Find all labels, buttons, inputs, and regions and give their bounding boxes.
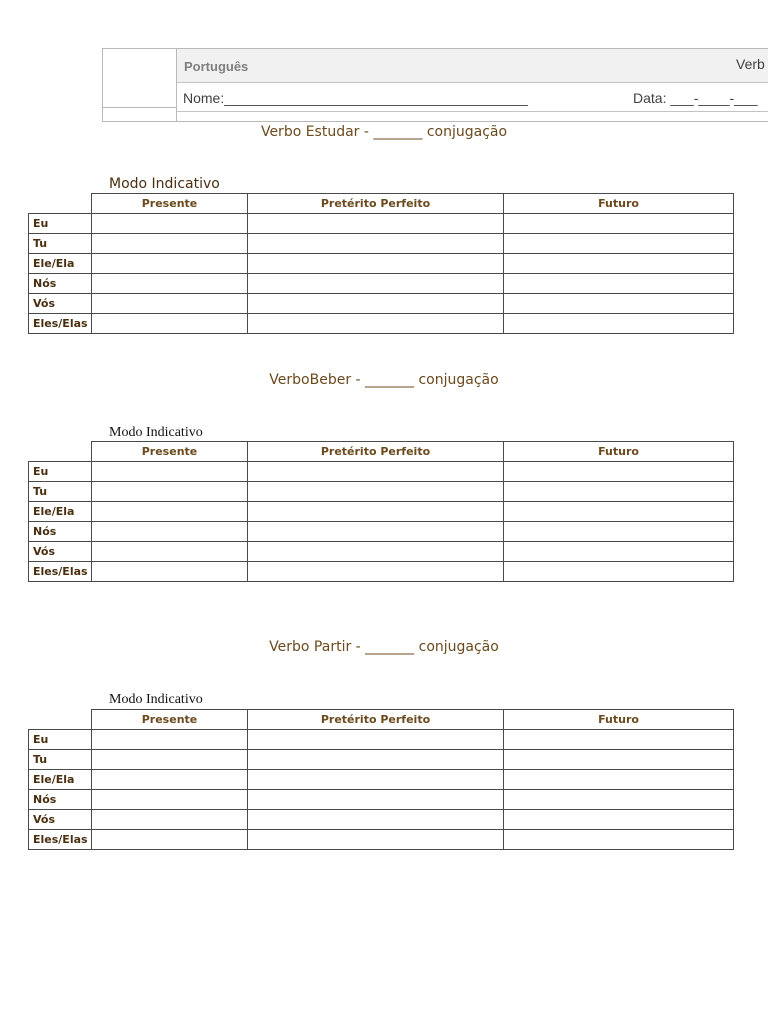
answer-cell[interactable] bbox=[248, 730, 504, 750]
date-field[interactable]: Data: ___-____-___ bbox=[633, 90, 758, 106]
table-row bbox=[29, 790, 734, 810]
answer-cell[interactable] bbox=[504, 542, 734, 562]
mode-label: Modo Indicativo bbox=[109, 176, 220, 192]
table-header-row bbox=[29, 442, 734, 462]
table-row bbox=[29, 502, 734, 522]
answer-cell[interactable] bbox=[504, 314, 734, 334]
column-header: Futuro bbox=[504, 194, 734, 214]
answer-cell[interactable] bbox=[504, 502, 734, 522]
table-row bbox=[29, 462, 734, 482]
pronoun-label: Nós bbox=[29, 274, 92, 294]
pronoun-label: Vós bbox=[29, 294, 92, 314]
answer-cell[interactable] bbox=[92, 770, 248, 790]
table-row bbox=[29, 214, 734, 234]
answer-cell[interactable] bbox=[248, 234, 504, 254]
corner-cell bbox=[29, 442, 92, 462]
pronoun-label: Eu bbox=[29, 462, 92, 482]
answer-cell[interactable] bbox=[92, 462, 248, 482]
table-row bbox=[29, 314, 734, 334]
answer-cell[interactable] bbox=[248, 482, 504, 502]
pronoun-label: Vós bbox=[29, 810, 92, 830]
table-row bbox=[29, 730, 734, 750]
table-row bbox=[29, 254, 734, 274]
conjugation-table bbox=[28, 441, 734, 582]
answer-cell[interactable] bbox=[92, 254, 248, 274]
column-header: Presente bbox=[92, 442, 248, 462]
answer-cell[interactable] bbox=[92, 730, 248, 750]
pronoun-label: Tu bbox=[29, 482, 92, 502]
verb-title: VerboBeber - _______ conjugação bbox=[269, 372, 499, 388]
answer-cell[interactable] bbox=[504, 482, 734, 502]
answer-cell[interactable] bbox=[248, 274, 504, 294]
answer-cell[interactable] bbox=[248, 522, 504, 542]
column-header: Pretérito Perfeito bbox=[248, 194, 504, 214]
table-row bbox=[29, 810, 734, 830]
answer-cell[interactable] bbox=[504, 274, 734, 294]
topic-label: Verb bbox=[736, 56, 765, 72]
answer-cell[interactable] bbox=[92, 790, 248, 810]
answer-cell[interactable] bbox=[504, 462, 734, 482]
pronoun-label: Tu bbox=[29, 234, 92, 254]
answer-cell[interactable] bbox=[92, 750, 248, 770]
verb-title: Verbo Partir - _______ conjugação bbox=[269, 639, 499, 655]
table-row bbox=[29, 522, 734, 542]
answer-cell[interactable] bbox=[504, 730, 734, 750]
pronoun-label: Eles/Elas bbox=[29, 830, 92, 850]
table-row bbox=[29, 542, 734, 562]
mode-label: Modo Indicativo bbox=[109, 425, 203, 440]
answer-cell[interactable] bbox=[248, 750, 504, 770]
pronoun-label: Eu bbox=[29, 214, 92, 234]
table-row bbox=[29, 562, 734, 582]
pronoun-label: Nós bbox=[29, 522, 92, 542]
logo-placeholder-footer bbox=[103, 107, 177, 121]
answer-cell[interactable] bbox=[92, 314, 248, 334]
answer-cell[interactable] bbox=[92, 522, 248, 542]
answer-cell[interactable] bbox=[248, 810, 504, 830]
answer-cell[interactable] bbox=[92, 542, 248, 562]
answer-cell[interactable] bbox=[504, 294, 734, 314]
answer-cell[interactable] bbox=[504, 234, 734, 254]
answer-cell[interactable] bbox=[248, 790, 504, 810]
column-header: Presente bbox=[92, 194, 248, 214]
answer-cell[interactable] bbox=[504, 810, 734, 830]
answer-cell[interactable] bbox=[504, 750, 734, 770]
column-header: Futuro bbox=[504, 442, 734, 462]
corner-cell bbox=[29, 710, 92, 730]
column-header: Pretérito Perfeito bbox=[248, 710, 504, 730]
corner-cell bbox=[29, 194, 92, 214]
table-row bbox=[29, 482, 734, 502]
pronoun-label: Ele/Ela bbox=[29, 502, 92, 522]
pronoun-label: Ele/Ela bbox=[29, 254, 92, 274]
answer-cell[interactable] bbox=[92, 482, 248, 502]
answer-cell[interactable] bbox=[92, 294, 248, 314]
name-field[interactable]: Nome:_______________________________________ bbox=[183, 90, 528, 106]
answer-cell[interactable] bbox=[504, 790, 734, 810]
pronoun-label: Vós bbox=[29, 542, 92, 562]
column-header: Futuro bbox=[504, 710, 734, 730]
pronoun-label: Eles/Elas bbox=[29, 562, 92, 582]
answer-cell[interactable] bbox=[504, 522, 734, 542]
answer-cell[interactable] bbox=[248, 830, 504, 850]
answer-cell[interactable] bbox=[504, 214, 734, 234]
table-row bbox=[29, 830, 734, 850]
pronoun-label: Nós bbox=[29, 790, 92, 810]
pronoun-label: Ele/Ela bbox=[29, 770, 92, 790]
pronoun-label: Tu bbox=[29, 750, 92, 770]
answer-cell[interactable] bbox=[504, 562, 734, 582]
header-title-row bbox=[177, 49, 768, 83]
mode-label: Modo Indicativo bbox=[109, 692, 203, 707]
pronoun-label: Eles/Elas bbox=[29, 314, 92, 334]
answer-cell[interactable] bbox=[248, 502, 504, 522]
answer-cell[interactable] bbox=[92, 562, 248, 582]
answer-cell[interactable] bbox=[248, 462, 504, 482]
table-row bbox=[29, 294, 734, 314]
conjugation-table bbox=[28, 193, 734, 334]
answer-cell[interactable] bbox=[504, 830, 734, 850]
table-row bbox=[29, 274, 734, 294]
answer-cell[interactable] bbox=[248, 314, 504, 334]
answer-cell[interactable] bbox=[504, 254, 734, 274]
answer-cell[interactable] bbox=[248, 770, 504, 790]
worksheet-header bbox=[102, 48, 768, 122]
conjugation-table bbox=[28, 709, 734, 850]
answer-cell[interactable] bbox=[92, 502, 248, 522]
answer-cell[interactable] bbox=[92, 810, 248, 830]
header-info-row bbox=[177, 83, 768, 112]
column-header: Presente bbox=[92, 710, 248, 730]
table-header-row bbox=[29, 710, 734, 730]
table-row bbox=[29, 750, 734, 770]
logo-placeholder bbox=[103, 49, 177, 108]
answer-cell[interactable] bbox=[92, 234, 248, 254]
column-header: Pretérito Perfeito bbox=[248, 442, 504, 462]
table-row bbox=[29, 770, 734, 790]
subject-label: Português bbox=[184, 59, 249, 74]
answer-cell[interactable] bbox=[248, 294, 504, 314]
answer-cell[interactable] bbox=[248, 214, 504, 234]
answer-cell[interactable] bbox=[248, 542, 504, 562]
answer-cell[interactable] bbox=[248, 562, 504, 582]
answer-cell[interactable] bbox=[92, 830, 248, 850]
table-row bbox=[29, 234, 734, 254]
answer-cell[interactable] bbox=[92, 274, 248, 294]
answer-cell[interactable] bbox=[248, 254, 504, 274]
table-header-row bbox=[29, 194, 734, 214]
verb-title: Verbo Estudar - _______ conjugação bbox=[260, 124, 508, 140]
pronoun-label: Eu bbox=[29, 730, 92, 750]
answer-cell[interactable] bbox=[92, 214, 248, 234]
answer-cell[interactable] bbox=[504, 770, 734, 790]
